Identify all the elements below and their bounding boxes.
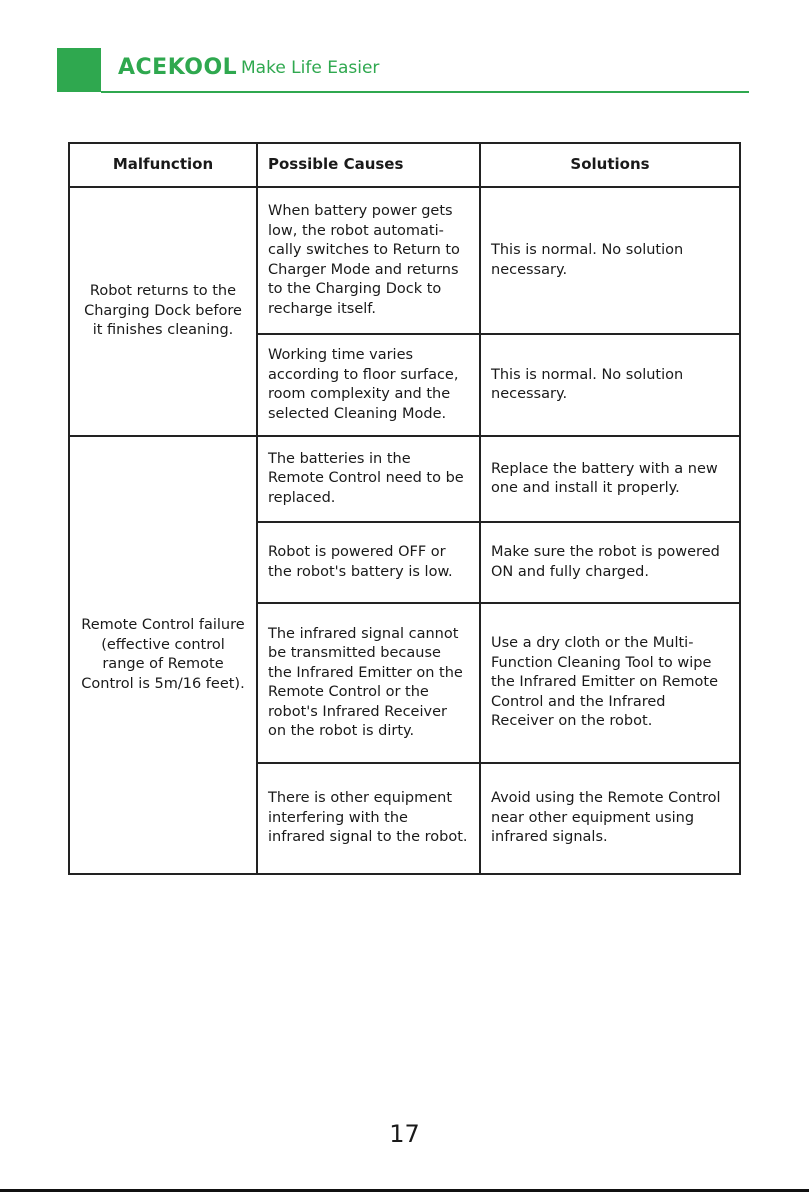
- troubleshooting-table: [68, 142, 741, 875]
- solution-cell: Replace the battery with a new one and install it properly.: [480, 436, 740, 522]
- header-divider: [101, 91, 749, 93]
- solution-cell: Avoid using the Remote Control near other equipment using infrared signals.: [480, 763, 740, 874]
- malfunction-cell: Robot returns to the Charging Dock before it finishes cleaning.: [69, 187, 257, 436]
- table-row: [69, 436, 740, 522]
- cause-cell: The batteries in the Remote Control need to be replaced.: [257, 436, 480, 522]
- malfunction-cell: Remote Control failure (effective control range of Remote Control is 5m/16 feet).: [69, 436, 257, 874]
- cause-cell: Robot is powered OFF or the robot's battery is low.: [257, 522, 480, 603]
- cause-cell: There is other equipment interfering with the infrared signal to the robot.: [257, 763, 480, 874]
- table-row: [69, 187, 740, 334]
- table-header-row: [69, 143, 740, 187]
- header-solutions: Solutions: [480, 143, 740, 187]
- cause-cell: Working time varies according to floor surface, room complexity and the selected Cleaning Mode.: [257, 334, 480, 436]
- cause-cell: When battery power gets low, the robot automati-cally switches to Return to Charger Mode and returns to the Charging Dock to recharge itself.: [257, 187, 480, 334]
- header-malfunction: Malfunction: [69, 143, 257, 187]
- header-possible-causes: Possible Causes: [257, 143, 480, 187]
- cause-cell: The infrared signal cannot be transmitted because the Infrared Emitter on the Remote Control or the robot's Infrared Receiver on the robot is dirty.: [257, 603, 480, 763]
- header-accent-block: [57, 48, 101, 92]
- solution-cell: This is normal. No solution necessary.: [480, 334, 740, 436]
- solution-cell: This is normal. No solution necessary.: [480, 187, 740, 334]
- brand-tagline: Make Life Easier: [241, 58, 380, 78]
- brand-logo: ACEKOOL: [118, 55, 238, 80]
- page-number: 17: [389, 1120, 420, 1148]
- solution-cell: Use a dry cloth or the Multi-Function Cleaning Tool to wipe the Infrared Emitter on Remote Control and the Infrared Receiver on the robot.: [480, 603, 740, 763]
- solution-cell: Make sure the robot is powered ON and fully charged.: [480, 522, 740, 603]
